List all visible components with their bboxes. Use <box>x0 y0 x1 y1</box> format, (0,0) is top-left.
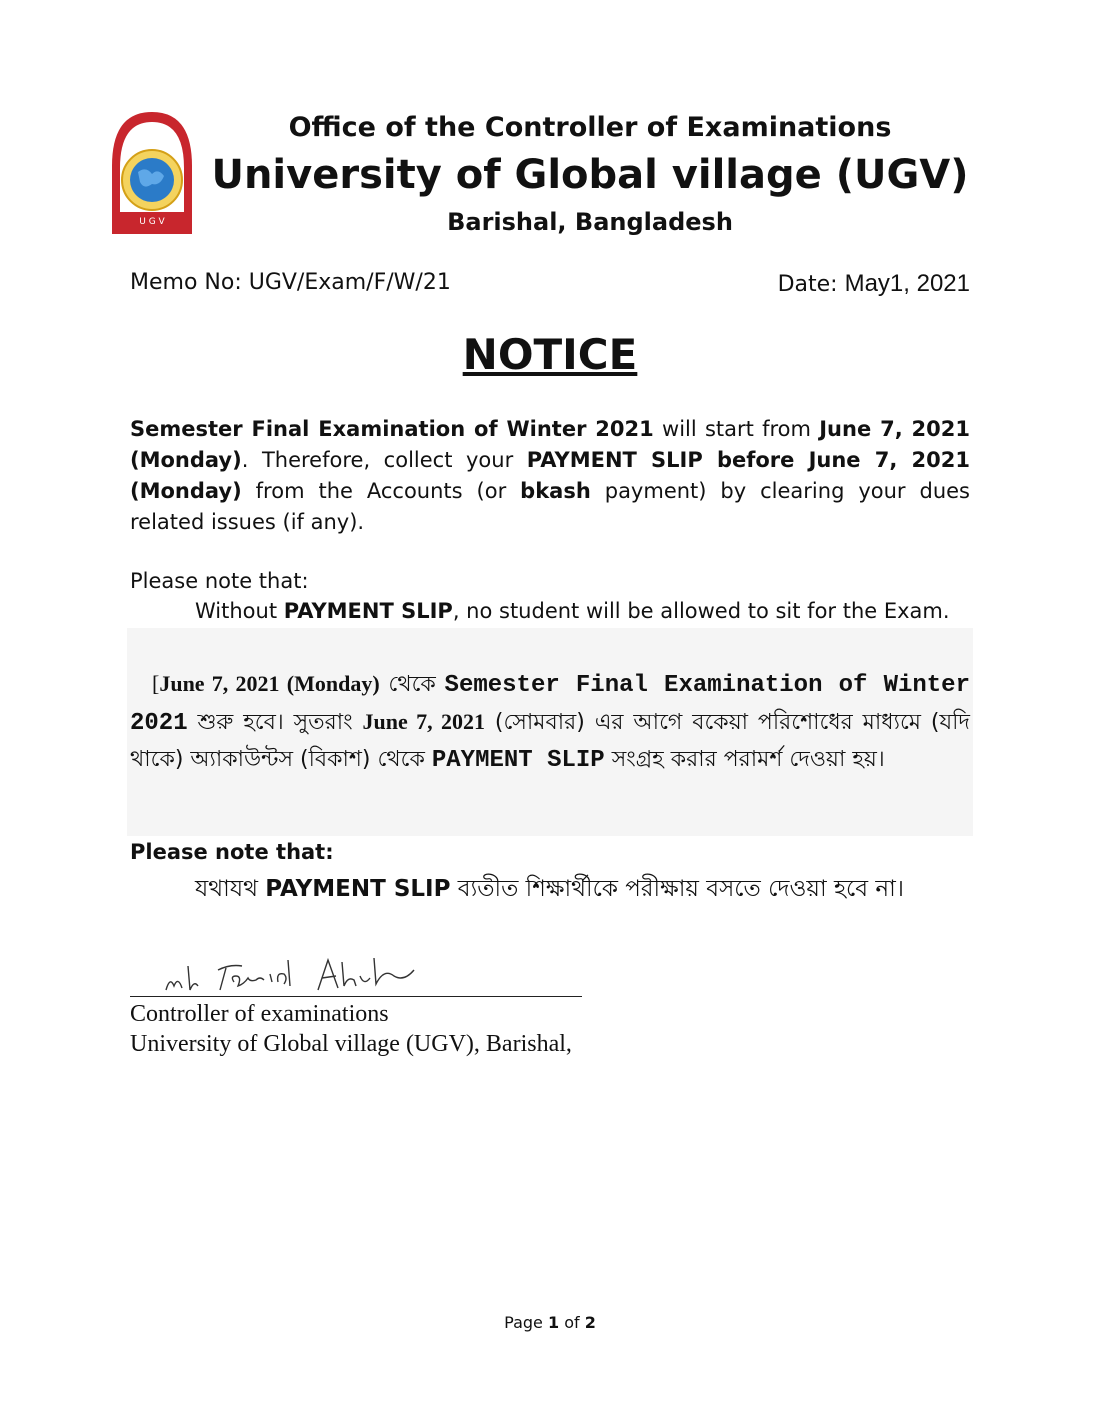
note-bold: PAYMENT SLIP <box>265 876 451 902</box>
university-name: University of Global village (UGV) <box>211 152 969 198</box>
bracket: [ <box>152 671 160 696</box>
memo-label: Memo No: <box>130 270 242 295</box>
page-of: of <box>559 1313 585 1332</box>
total-pages: 2 <box>584 1313 596 1332</box>
notice-date <box>778 270 970 298</box>
current-page: 1 <box>547 1313 560 1332</box>
memo-value: UGV/Exam/F/W/21 <box>248 270 451 295</box>
payment-slip-mono: PAYMENT SLIP <box>431 747 605 774</box>
university-location: Barishal, Bangladesh <box>447 208 733 236</box>
note-line-2 <box>195 870 904 909</box>
memo-number <box>130 270 451 295</box>
notice-text: from the Accounts (or <box>241 479 521 503</box>
logo-label: U G V <box>139 217 165 227</box>
notice-title: NOTICE <box>462 330 638 379</box>
date-label: Date: <box>777 272 838 297</box>
university-logo <box>106 108 198 238</box>
notice-text: payment) by clearing your dues related issues (if any). <box>130 479 970 534</box>
note-label-2: Please note that: <box>130 840 334 864</box>
note-line <box>195 599 950 623</box>
bangla-text: থেকে <box>379 672 445 697</box>
date-value: May1, 2021 <box>844 270 970 297</box>
bangla-text: ব্যতীত শিক্ষার্থীকে পরীক্ষায় বসতে দেওয়া হবে না। <box>450 876 905 902</box>
bangla-text: যথাযথ <box>195 876 266 902</box>
deadline-date-en: June 7, 2021 <box>362 709 485 734</box>
signature-line <box>130 996 582 997</box>
page-number <box>0 1313 1100 1332</box>
office-heading: Office of the Controller of Examinations <box>288 112 892 143</box>
bangla-text: সংগ্রহ করার পরামর্শ দেওয়া হয়। <box>604 747 885 772</box>
note-bold: PAYMENT SLIP <box>283 599 453 623</box>
note-text: Without <box>195 599 284 623</box>
note-text: , no student will be allowed to sit for the Exam. <box>452 599 950 623</box>
page-label: Page <box>504 1313 548 1332</box>
bkash-text: bkash <box>520 479 591 503</box>
bangla-text: শুরু হবে। সুতরাং <box>187 710 363 735</box>
note-label: Please note that: <box>130 569 309 593</box>
bangla-text: (সোমবার) এর আগে বকেয়া পরিশোধের মাধ্যমে (যদি থাকে) অ্যাকাউন্টস (বিকাশ) থেকে <box>130 710 970 772</box>
bangla-notice-paragraph <box>130 666 970 779</box>
exam-start-date: June 7, 2021 (Monday) <box>130 417 970 472</box>
handwritten-signature <box>160 946 420 1000</box>
signatory-institution: University of Global village (UGV), Barishal, <box>130 1031 572 1057</box>
exam-name-mono: Semester Final Examination of Winter 2021 <box>130 672 970 737</box>
notice-text: . Therefore, collect your <box>241 448 527 472</box>
exam-date-en: June 7, 2021 (Monday) <box>159 671 380 696</box>
english-notice-paragraph <box>130 414 970 538</box>
signatory-title: Controller of examinations <box>130 1001 389 1027</box>
exam-name: Semester Final Examination of Winter 2021 <box>130 417 654 441</box>
notice-text: will start from <box>653 417 820 441</box>
payment-deadline: PAYMENT SLIP before June 7, 2021 (Monday) <box>130 448 970 503</box>
